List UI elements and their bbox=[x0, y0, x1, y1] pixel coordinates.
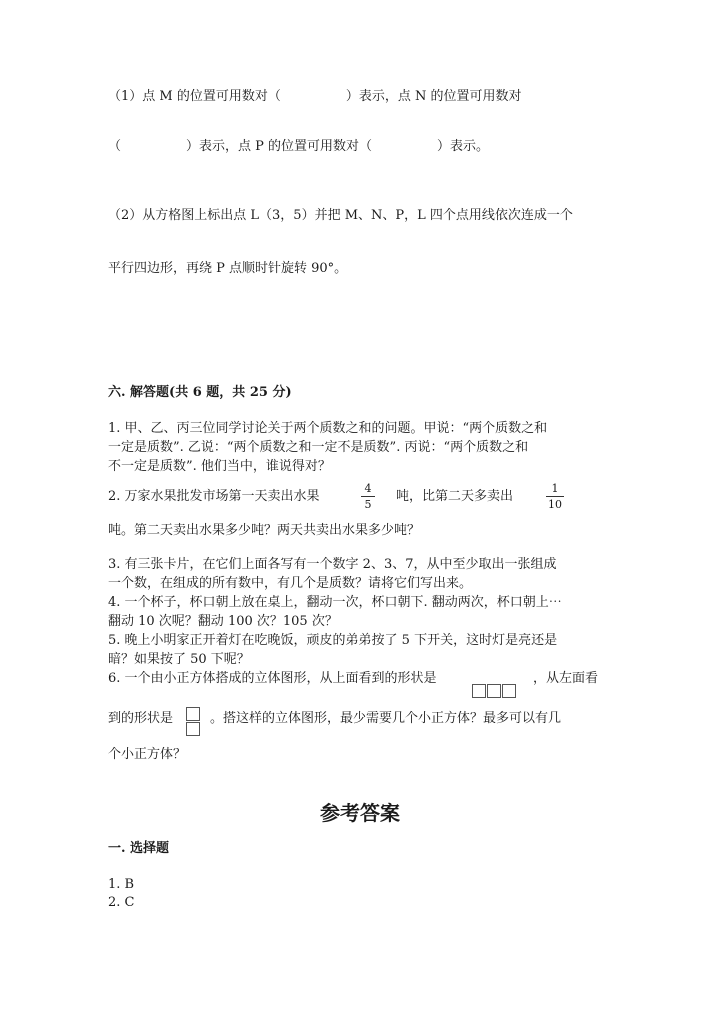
problem6-part-b: ，从左面看 bbox=[533, 671, 599, 686]
problem1-line3: 不一定是质数”. 他们当中，谁说得对？ bbox=[108, 459, 331, 474]
left-view-cell bbox=[186, 707, 200, 721]
problem3-line2: 一个数，在组成的所有数中，有几个是质数？请将它们写出来。 bbox=[108, 576, 473, 591]
fraction-one-tenth bbox=[546, 482, 564, 511]
problem1-line1: 1. 甲、乙、丙三位同学讨论关于两个质数之和的问题。甲说：“两个质数之和 bbox=[108, 421, 548, 436]
answers-title: 参考答案 bbox=[320, 801, 400, 825]
fraction-bar bbox=[546, 496, 564, 497]
problem4-line2: 翻动 10 次呢？翻动 100 次？105 次？ bbox=[108, 614, 338, 629]
q2-line1: （2）从方格图上标出点 L（3，5）并把 M、N、P，L 四个点用线依次连成一个 bbox=[108, 208, 573, 223]
top-view-cell bbox=[487, 684, 501, 698]
answer-1: 1. B bbox=[108, 877, 135, 892]
problem4-line1: 4. 一个杯子，杯口朝上放在桌上，翻动一次，杯口朝下. 翻动两次，杯口朝上⋯ bbox=[108, 595, 562, 610]
problem5-line1: 5. 晚上小明家正开着灯在吃晚饭，顽皮的弟弟按了 5 下开关，这时灯是亮还是 bbox=[108, 633, 558, 648]
top-view-cell bbox=[502, 684, 516, 698]
problem2-part-b: 吨，比第二天多卖出 bbox=[396, 489, 514, 504]
top-view-figure bbox=[472, 684, 517, 698]
fraction-bar bbox=[361, 496, 375, 497]
problem2-line2: 吨。第二天卖出水果多少吨？两天共卖出水果多少吨？ bbox=[108, 523, 421, 538]
answer-2: 2. C bbox=[108, 895, 135, 910]
problem3-line1: 3. 有三张卡片，在它们上面各写有一个数字 2、3、7，从中至少取出一张组成 bbox=[108, 557, 557, 572]
section-heading: 六. 解答题(共 6 题，共 25 分) bbox=[108, 385, 292, 400]
fraction-denominator: 5 bbox=[364, 498, 372, 511]
q2-line2: 平行四边形，再绕 P 点顺时针旋转 90°。 bbox=[108, 261, 348, 276]
fraction-numerator: 4 bbox=[364, 482, 372, 495]
q1-line1: （1）点 M 的位置可用数对（ ）表示，点 N 的位置可用数对 bbox=[108, 89, 522, 104]
problem6-part-d: 。搭这样的立体图形，最少需要几个小正方体？最多可以有几 bbox=[210, 711, 562, 726]
q1-line2: （ ）表示，点 P 的位置可用数对（ ）表示。 bbox=[108, 139, 490, 154]
problem5-line2: 暗？如果按了 50 下呢？ bbox=[108, 652, 250, 667]
problem6-part-c: 到的形状是 bbox=[108, 711, 174, 726]
top-view-cell bbox=[472, 684, 486, 698]
problem6-line3: 个小正方体？ bbox=[108, 747, 187, 762]
left-view-cell bbox=[186, 722, 200, 736]
problem1-line2: 一定是质数”. 乙说：“两个质数之和一定不是质数”. 丙说：“两个质数之和 bbox=[108, 440, 529, 455]
fraction-four-fifths bbox=[361, 482, 375, 511]
answers-section-heading: 一. 选择题 bbox=[108, 841, 170, 856]
problem2-part-a: 2. 万家水果批发市场第一天卖出水果 bbox=[108, 489, 320, 504]
fraction-denominator: 10 bbox=[548, 498, 562, 511]
problem6-part-a: 6. 一个由小正方体搭成的立体图形，从上面看到的形状是 bbox=[108, 671, 437, 686]
left-view-figure bbox=[186, 707, 200, 737]
fraction-numerator: 1 bbox=[551, 482, 559, 495]
